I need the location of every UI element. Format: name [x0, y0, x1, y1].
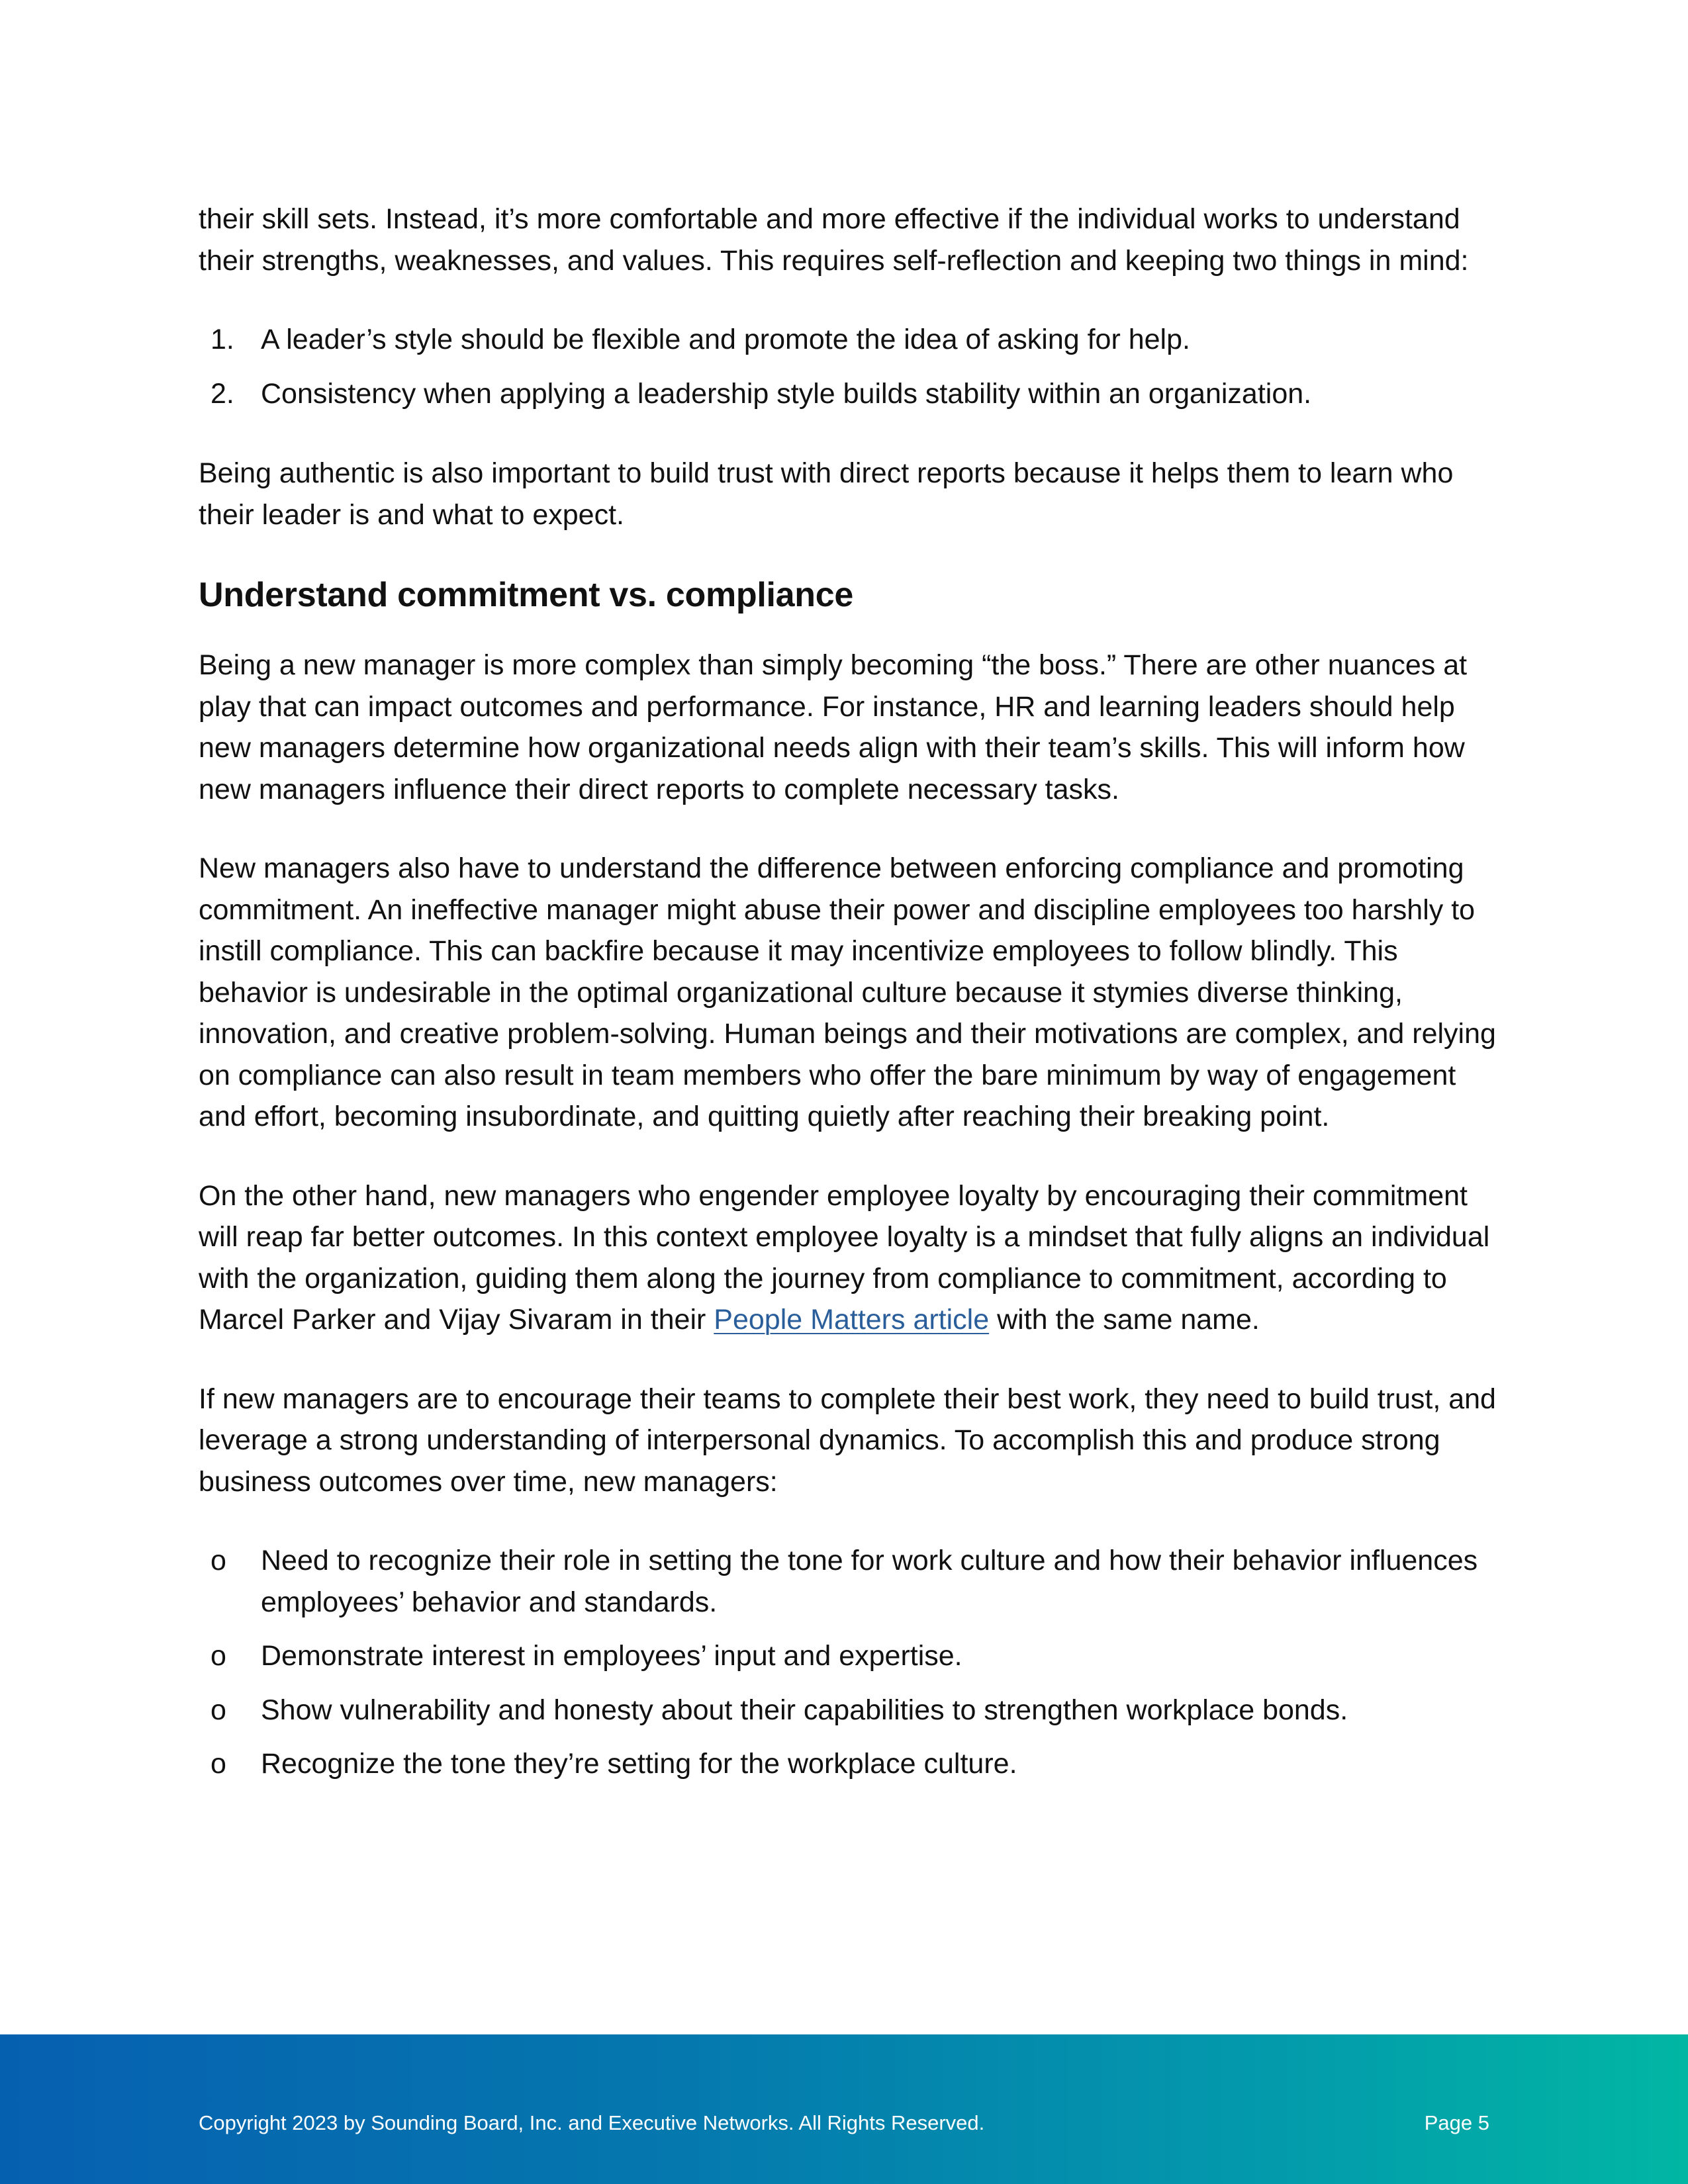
paragraph-compliance: New managers also have to understand the difference between enforcing compliance and promoting commitment. An ineffective manager might abuse their power and discipline employees too harshly to instill compliance. This can backfire because it may incentivize employees to follow blindly. This behavior is undesirable in the optimal organizational culture because it stymies diverse thinking, innovation, and creative problem-solving. Human beings and their motivations are complex, and relying on compliance can also result in team members who offer the bare minimum by way of engagement and effort, becoming insubordinate, and quitting quietly after reaching their breaking point. — [199, 852, 1496, 1132]
list-item-text: A leader’s style should be flexible and promote the idea of asking for help. — [261, 324, 1190, 355]
bullet-marker: o — [211, 1545, 226, 1576]
bullet-list-item — [199, 1540, 1496, 1623]
bullet-list-item — [199, 1690, 1496, 1731]
document-body — [199, 199, 1496, 1823]
list-number: 1. — [211, 324, 234, 355]
list-item-text: Recognize the tone they’re setting for the workplace culture. — [261, 1748, 1017, 1780]
list-item-text: Consistency when applying a leadership style builds stability within an organization. — [261, 377, 1312, 410]
bullet-list-item — [199, 1743, 1496, 1785]
numbered-list-item — [199, 373, 1496, 415]
section-heading: Understand commitment vs. compliance — [199, 576, 854, 614]
paragraph-best-work: If new managers are to encourage their teams to complete their best work, they need to build trust, and leverage a strong understanding of interpersonal dynamics. To accomplish this and produce strong business outcomes over time, new managers: — [199, 1383, 1496, 1498]
paragraph-text: with the same name. — [989, 1304, 1260, 1336]
bullet-marker: o — [211, 1748, 226, 1780]
bullet-marker: o — [211, 1694, 226, 1726]
list-item-text: Demonstrate interest in employees’ input and expertise. — [261, 1640, 962, 1672]
intro-paragraph: their skill sets. Instead, it’s more comfortable and more effective if the individual works to understand their strengths, weaknesses, and values. This requires self-reflection and keeping two things in mind: — [199, 203, 1469, 277]
paragraph-new-manager: Being a new manager is more complex than simply becoming “the boss.” There are other nuances at play that can impact outcomes and performance. For instance, HR and learning leaders should help new managers determine how organizational needs align with their team’s skills. This will inform how new managers influence their direct reports to complete necessary tasks. — [199, 649, 1468, 805]
list-number: 2. — [211, 377, 234, 410]
numbered-list — [199, 319, 1496, 414]
people-matters-article-link[interactable]: People Matters article — [714, 1304, 990, 1336]
page-footer — [0, 2034, 1688, 2184]
bullet-list — [199, 1540, 1496, 1785]
paragraph-commitment — [199, 1175, 1496, 1341]
numbered-list-item — [199, 319, 1496, 361]
footer-copyright: Copyright 2023 by Sounding Board, Inc. and Executive Networks. All Rights Reserved. — [199, 2111, 985, 2134]
page-number: Page 5 — [1424, 2111, 1489, 2134]
bullet-list-item — [199, 1635, 1496, 1677]
list-item-text: Need to recognize their role in setting the tone for work culture and how their behavior influences employees’ behavior and standards. — [261, 1545, 1478, 1618]
paragraph-text: On the other hand, new managers who engender employee loyalty by encouraging their commitment will reap far better outcomes. In this context employee loyalty is a mindset that fully aligns an individual with the organization, guiding them along the journey from compliance to commitment, according to Marcel Parker and Vijay Sivaram in their — [199, 1179, 1490, 1336]
bullet-marker: o — [211, 1640, 226, 1672]
list-item-text: Show vulnerability and honesty about their capabilities to strengthen workplace bonds. — [261, 1694, 1348, 1726]
authenticity-paragraph: Being authentic is also important to build trust with direct reports because it helps them to learn who their leader is and what to expect. — [199, 457, 1454, 531]
